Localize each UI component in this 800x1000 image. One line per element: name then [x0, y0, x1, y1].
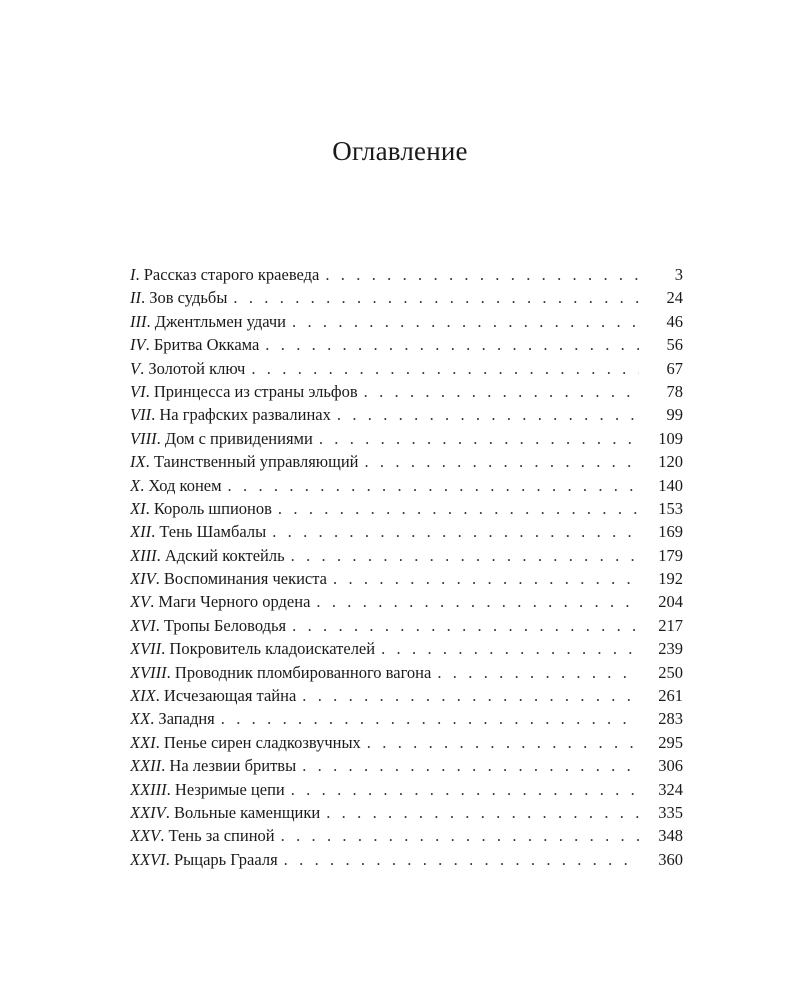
- chapter-title: Дом с привидениями: [164, 428, 313, 448]
- toc-entry: [130, 380, 683, 403]
- dot-leader: [316, 590, 639, 613]
- page-number: 140: [658, 475, 683, 495]
- chapter-number-separator: .: [135, 265, 144, 284]
- dot-leader: [337, 403, 639, 426]
- chapter-number-separator: .: [140, 475, 149, 495]
- toc-entry: [130, 661, 683, 684]
- chapter-number-separator: .: [150, 709, 159, 729]
- chapter-title: Проводник пломбированного вагона: [174, 662, 432, 682]
- chapter-number-separator: .: [165, 802, 174, 822]
- dot-leader: [326, 801, 639, 824]
- toc-entry: [130, 637, 683, 660]
- dot-leader: [367, 731, 639, 754]
- chapter-number: VIII: [130, 428, 157, 448]
- chapter-number-separator: .: [165, 849, 174, 869]
- chapter-number-separator: .: [155, 732, 164, 752]
- page-number: 24: [666, 288, 683, 308]
- chapter-title: Покровитель кладоискателей: [169, 639, 376, 659]
- chapter-number: VII: [130, 405, 152, 425]
- page-number: 250: [658, 662, 683, 682]
- page-number: 3: [674, 265, 683, 284]
- chapter-number: XXV: [130, 826, 161, 846]
- chapter-title: Принцесса из страны эльфов: [153, 381, 358, 401]
- dot-leader: [281, 824, 639, 847]
- dot-leader: [325, 263, 639, 286]
- toc-entry: [130, 614, 683, 637]
- page-number: 306: [658, 756, 683, 776]
- chapter-title: Ход конем: [148, 475, 222, 495]
- chapter-number: XXIII: [130, 779, 167, 799]
- chapter-title: Незримые цепи: [174, 779, 285, 799]
- dot-leader: [333, 567, 639, 590]
- page-number: 360: [658, 849, 683, 869]
- chapter-number-separator: .: [156, 428, 165, 448]
- chapter-number-separator: .: [161, 756, 170, 776]
- chapter-number-separator: .: [150, 592, 159, 612]
- toc-entry: [130, 754, 683, 777]
- dot-leader: [291, 544, 639, 567]
- dot-leader: [228, 474, 639, 497]
- chapter-title: На лезвии бритвы: [169, 756, 297, 776]
- page-number: 99: [666, 405, 683, 425]
- chapter-number-separator: .: [151, 405, 160, 425]
- page-number: 204: [658, 592, 683, 612]
- dot-leader: [302, 684, 639, 707]
- page-number: 109: [658, 428, 683, 448]
- chapter-number: XIII: [130, 545, 157, 565]
- toc-entry: [130, 801, 683, 824]
- chapter-number: XXII: [130, 756, 162, 776]
- chapter-title: Пенье сирен сладкозвучных: [163, 732, 361, 752]
- page-number: 261: [658, 686, 683, 706]
- toc-entry: [130, 544, 683, 567]
- chapter-title: Король шпионов: [153, 498, 272, 518]
- chapter-number-separator: .: [166, 779, 175, 799]
- chapter-title: Джентльмен удачи: [154, 311, 287, 331]
- chapter-title: Рыцарь Грааля: [173, 849, 278, 869]
- chapter-number-separator: .: [151, 522, 160, 542]
- chapter-title: Бритва Оккама: [153, 335, 260, 355]
- chapter-number: I: [130, 265, 136, 284]
- toc-entry: [130, 848, 683, 871]
- chapter-number: XVI: [130, 615, 156, 635]
- toc-entry: [130, 684, 683, 707]
- page-number: 78: [666, 381, 683, 401]
- chapter-number-separator: .: [146, 311, 155, 331]
- chapter-number-separator: .: [155, 569, 164, 589]
- chapter-number-separator: .: [166, 662, 175, 682]
- page-number: 283: [658, 709, 683, 729]
- chapter-title: Тень за спиной: [168, 826, 275, 846]
- chapter-number-separator: .: [145, 498, 154, 518]
- chapter-number: XVII: [130, 639, 162, 659]
- chapter-number-separator: .: [140, 358, 149, 378]
- chapter-number: IX: [130, 452, 146, 472]
- chapter-number: XVIII: [130, 662, 167, 682]
- page-number: 67: [666, 358, 683, 378]
- chapter-title: Зов судьбы: [149, 288, 228, 308]
- page-number: 120: [658, 452, 683, 472]
- chapter-number: X: [130, 475, 141, 495]
- toc-entry: [130, 286, 683, 309]
- toc-entry: [130, 357, 683, 380]
- page-number: 56: [666, 335, 683, 355]
- dot-leader: [364, 450, 639, 473]
- chapter-number: XIX: [130, 686, 156, 706]
- chapter-number-separator: .: [156, 545, 165, 565]
- toc-entry: [130, 567, 683, 590]
- toc-entry: [130, 497, 683, 520]
- chapter-number: VI: [130, 381, 146, 401]
- toc-entry: [130, 778, 683, 801]
- chapter-number: II: [130, 288, 141, 308]
- dot-leader: [381, 637, 639, 660]
- page-number: 295: [658, 732, 683, 752]
- page-number: 179: [658, 545, 683, 565]
- chapter-title: Тропы Беловодья: [163, 615, 287, 635]
- dot-leader: [251, 357, 639, 380]
- page-number: 348: [658, 826, 683, 846]
- page-number: 192: [658, 569, 683, 589]
- chapter-number: XII: [130, 522, 152, 542]
- chapter-number-separator: .: [145, 381, 154, 401]
- dot-leader: [292, 310, 639, 333]
- chapter-number: IV: [130, 335, 146, 355]
- chapter-number-separator: .: [145, 452, 154, 472]
- page-number: 335: [658, 802, 683, 822]
- chapter-number: XIV: [130, 569, 156, 589]
- chapter-title: Адский коктейль: [164, 545, 285, 565]
- chapter-number-separator: .: [155, 686, 164, 706]
- dot-leader: [278, 497, 639, 520]
- chapter-number: III: [130, 311, 147, 331]
- chapter-number: XXIV: [130, 802, 166, 822]
- toc-entry: [130, 403, 683, 426]
- page-number: 153: [658, 498, 683, 518]
- toc-entry: [130, 310, 683, 333]
- dot-leader: [233, 286, 639, 309]
- toc-entry: [130, 824, 683, 847]
- chapter-title: Западня: [158, 709, 215, 729]
- chapter-title: Рассказ старого краеведа: [143, 265, 320, 284]
- chapter-number: XXI: [130, 732, 156, 752]
- chapter-number: XV: [130, 592, 151, 612]
- chapter-number-separator: .: [155, 615, 164, 635]
- page-number: 46: [666, 311, 683, 331]
- dot-leader: [319, 427, 639, 450]
- dot-leader: [221, 707, 639, 730]
- page-number: 324: [658, 779, 683, 799]
- page-number: 217: [658, 615, 683, 635]
- chapter-number: V: [130, 358, 141, 378]
- toc-entry: [130, 731, 683, 754]
- toc-entry: [130, 333, 683, 356]
- chapter-title: Исчезающая тайна: [163, 686, 297, 706]
- chapter-title: Маги Черного ордена: [158, 592, 311, 612]
- chapter-title: На графских развалинах: [159, 405, 331, 425]
- chapter-number-separator: .: [141, 288, 150, 308]
- dot-leader: [437, 661, 639, 684]
- page-number: 169: [658, 522, 683, 542]
- dot-leader: [265, 333, 639, 356]
- page-title: Оглавление: [332, 136, 468, 167]
- toc-entry: [130, 450, 683, 473]
- toc-entry: [130, 707, 683, 730]
- chapter-number-separator: .: [160, 826, 169, 846]
- dot-leader: [302, 754, 639, 777]
- toc-entry: [130, 590, 683, 613]
- chapter-title: Таинственный управляющий: [153, 452, 359, 472]
- dot-leader: [272, 520, 639, 543]
- dot-leader: [292, 614, 639, 637]
- toc-entry: [130, 474, 683, 497]
- dot-leader: [364, 380, 639, 403]
- chapter-number: XXVI: [130, 849, 166, 869]
- chapter-number-separator: .: [161, 639, 170, 659]
- chapter-number: XI: [130, 498, 146, 518]
- toc-entry: [130, 520, 683, 543]
- toc-entry: [130, 427, 683, 450]
- chapter-number: XX: [130, 709, 151, 729]
- chapter-title: Тень Шамбалы: [159, 522, 267, 542]
- dot-leader: [291, 778, 639, 801]
- dot-leader: [284, 848, 639, 871]
- toc-entry: [130, 263, 683, 286]
- chapter-title: Вольные каменщики: [173, 802, 321, 822]
- chapter-number-separator: .: [145, 335, 154, 355]
- chapter-title: Золотой ключ: [148, 358, 246, 378]
- chapter-title: Воспоминания чекиста: [163, 569, 327, 589]
- table-of-contents: [130, 263, 683, 871]
- page-number: 239: [658, 639, 683, 659]
